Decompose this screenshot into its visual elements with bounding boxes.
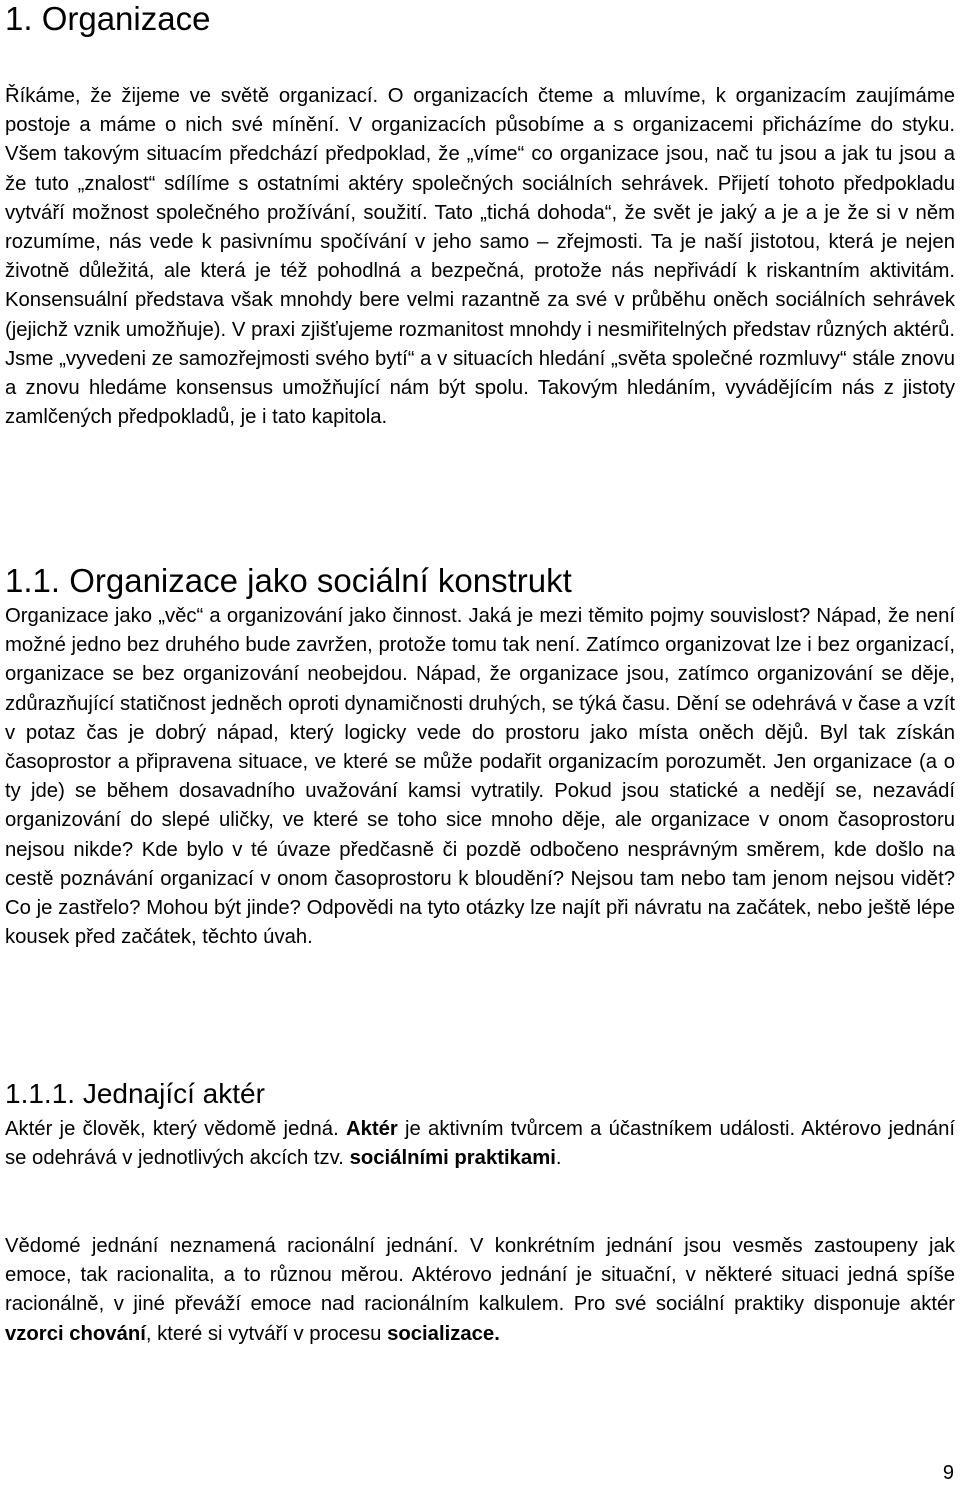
subsection-paragraph-1 <box>5 1115 955 1173</box>
bold-term-akter: Aktér <box>345 1118 398 1140</box>
bold-term-socializace: socializace. <box>387 1322 500 1345</box>
subsection-paragraph-2 <box>5 1232 955 1349</box>
bold-term-vzorci-chovani: vzorci chování <box>5 1322 146 1345</box>
subsection-heading: 1.1.1. Jednající aktér <box>5 1078 265 1109</box>
text-run: , které si vytváří v procesu <box>145 1322 388 1345</box>
section-heading: 1.1. Organizace jako sociální konstrukt <box>5 562 572 599</box>
text-run: je aktivním tvůrcem a účastníkem události. Aktérovo jednání se odehrává v jednotlivých akcích tzv. <box>5 1118 955 1170</box>
page-number: 9 <box>942 1462 954 1484</box>
text-run: Vědomé jednání neznamená racionální jednání. V konkrétním jednání jsou vesměs zastoupeny jak emoce, tak racionalita, a to různou měrou. Aktérovo jednání je situační, v některé situaci jedná spíše racionálně, v jiné převáží emoce nad racionálním kalkulem. Pro své sociální praktiky disponuje aktér <box>5 1235 955 1316</box>
bold-term-socialni-praktiky: sociálními praktikami <box>349 1147 556 1170</box>
section-paragraph: Organizace jako „věc“ a organizování jako činnost. Jaká je mezi těmito pojmy souvislost? Nápad, že není možné jedno bez druhého bude zavržen, protože tomu tak není. Zatímco organizovat lze i bez organizací, organizace se bez organizování neobejdou. Nápad, že organizace jsou, zatímco organizování se děje, zdůrazňující statičnost jedněch oproti dynamičnosti druhých, se týká času. Dění se odehrává v čase a vzít v potaz čas je dobrý nápad, který logicky vede do prostoru jako místa oněch dějů. Byl tak získán časoprostor a připravena situace, ve které se může podařit organizacím porozumět. Jen organizace (a o ty jde) se během dosavadního uvažování kamsi vytratily. Pokud jsou statické a nedějí se, nezavádí organizování do slepé uličky, ve které se toho sice mnoho děje, ale organizace v onom časoprostoru nejsou nikde? Kde bylo v té úvaze předčasně či pozdě odbočeno nesprávným směrem, kde došlo na cestě poznávání organizací v onom časoprostoru k bloudění? Nejsou tam nebo tam jenom nejsou vidět? Co je zastřelo? Mohou být jinde? Odpovědi na tyto otázky lze najít při návratu na začátek, nebo ještě lépe kousek před začátek, těchto úvah. <box>5 605 955 949</box>
text-run: Aktér je člověk, který vědomě jedná. <box>5 1118 346 1140</box>
chapter-paragraph: Říkáme, že žijeme ve světě organizací. O organizacích čteme a mluvíme, k organizacím zaujímáme postoje a máme o nich své mínění. V organizacích působíme a s organizacemi přicházíme do styku. Všem takovým situacím předchází předpoklad, že „víme“ co organizace jsou, nač tu jsou a jak tu jsou a že tuto „znalost“ sdílíme s ostatními aktéry společných sociálních sehrávek. Přijetí tohoto předpokladu vytváří možnost společného prožívání, soužití. Tato „tichá dohoda“, že svět je jaký a je a je že si v něm rozumíme, nás vede k pasivnímu spočívání v jeho samo – zřejmosti. Ta je naší jistotou, která je nejen životně důležitá, ale která je též pohodlná a bezpečná, protože nás nepřivádí k riskantním aktivitám. Konsensuální představa však mnohdy bere velmi razantně za své v průběhu oněch sociálních sehrávek (jejichž vznik umožňuje). V praxi zjišťujeme rozmanitost mnohdy i nesmiřitelných představ různých aktérů. Jsme „vyvedeni ze samozřejmosti svého bytí“ a v situacích hledání „světa společné rozmluvy“ stále znovu a znovu hledáme konsensus umožňující nám být spolu. Takovým hledáním, vyvádějícím nás z jistoty zamlčených předpokladů, je i tato kapitola. <box>5 85 955 429</box>
chapter-heading: 1. Organizace <box>5 0 211 37</box>
text-run: . <box>555 1147 562 1170</box>
